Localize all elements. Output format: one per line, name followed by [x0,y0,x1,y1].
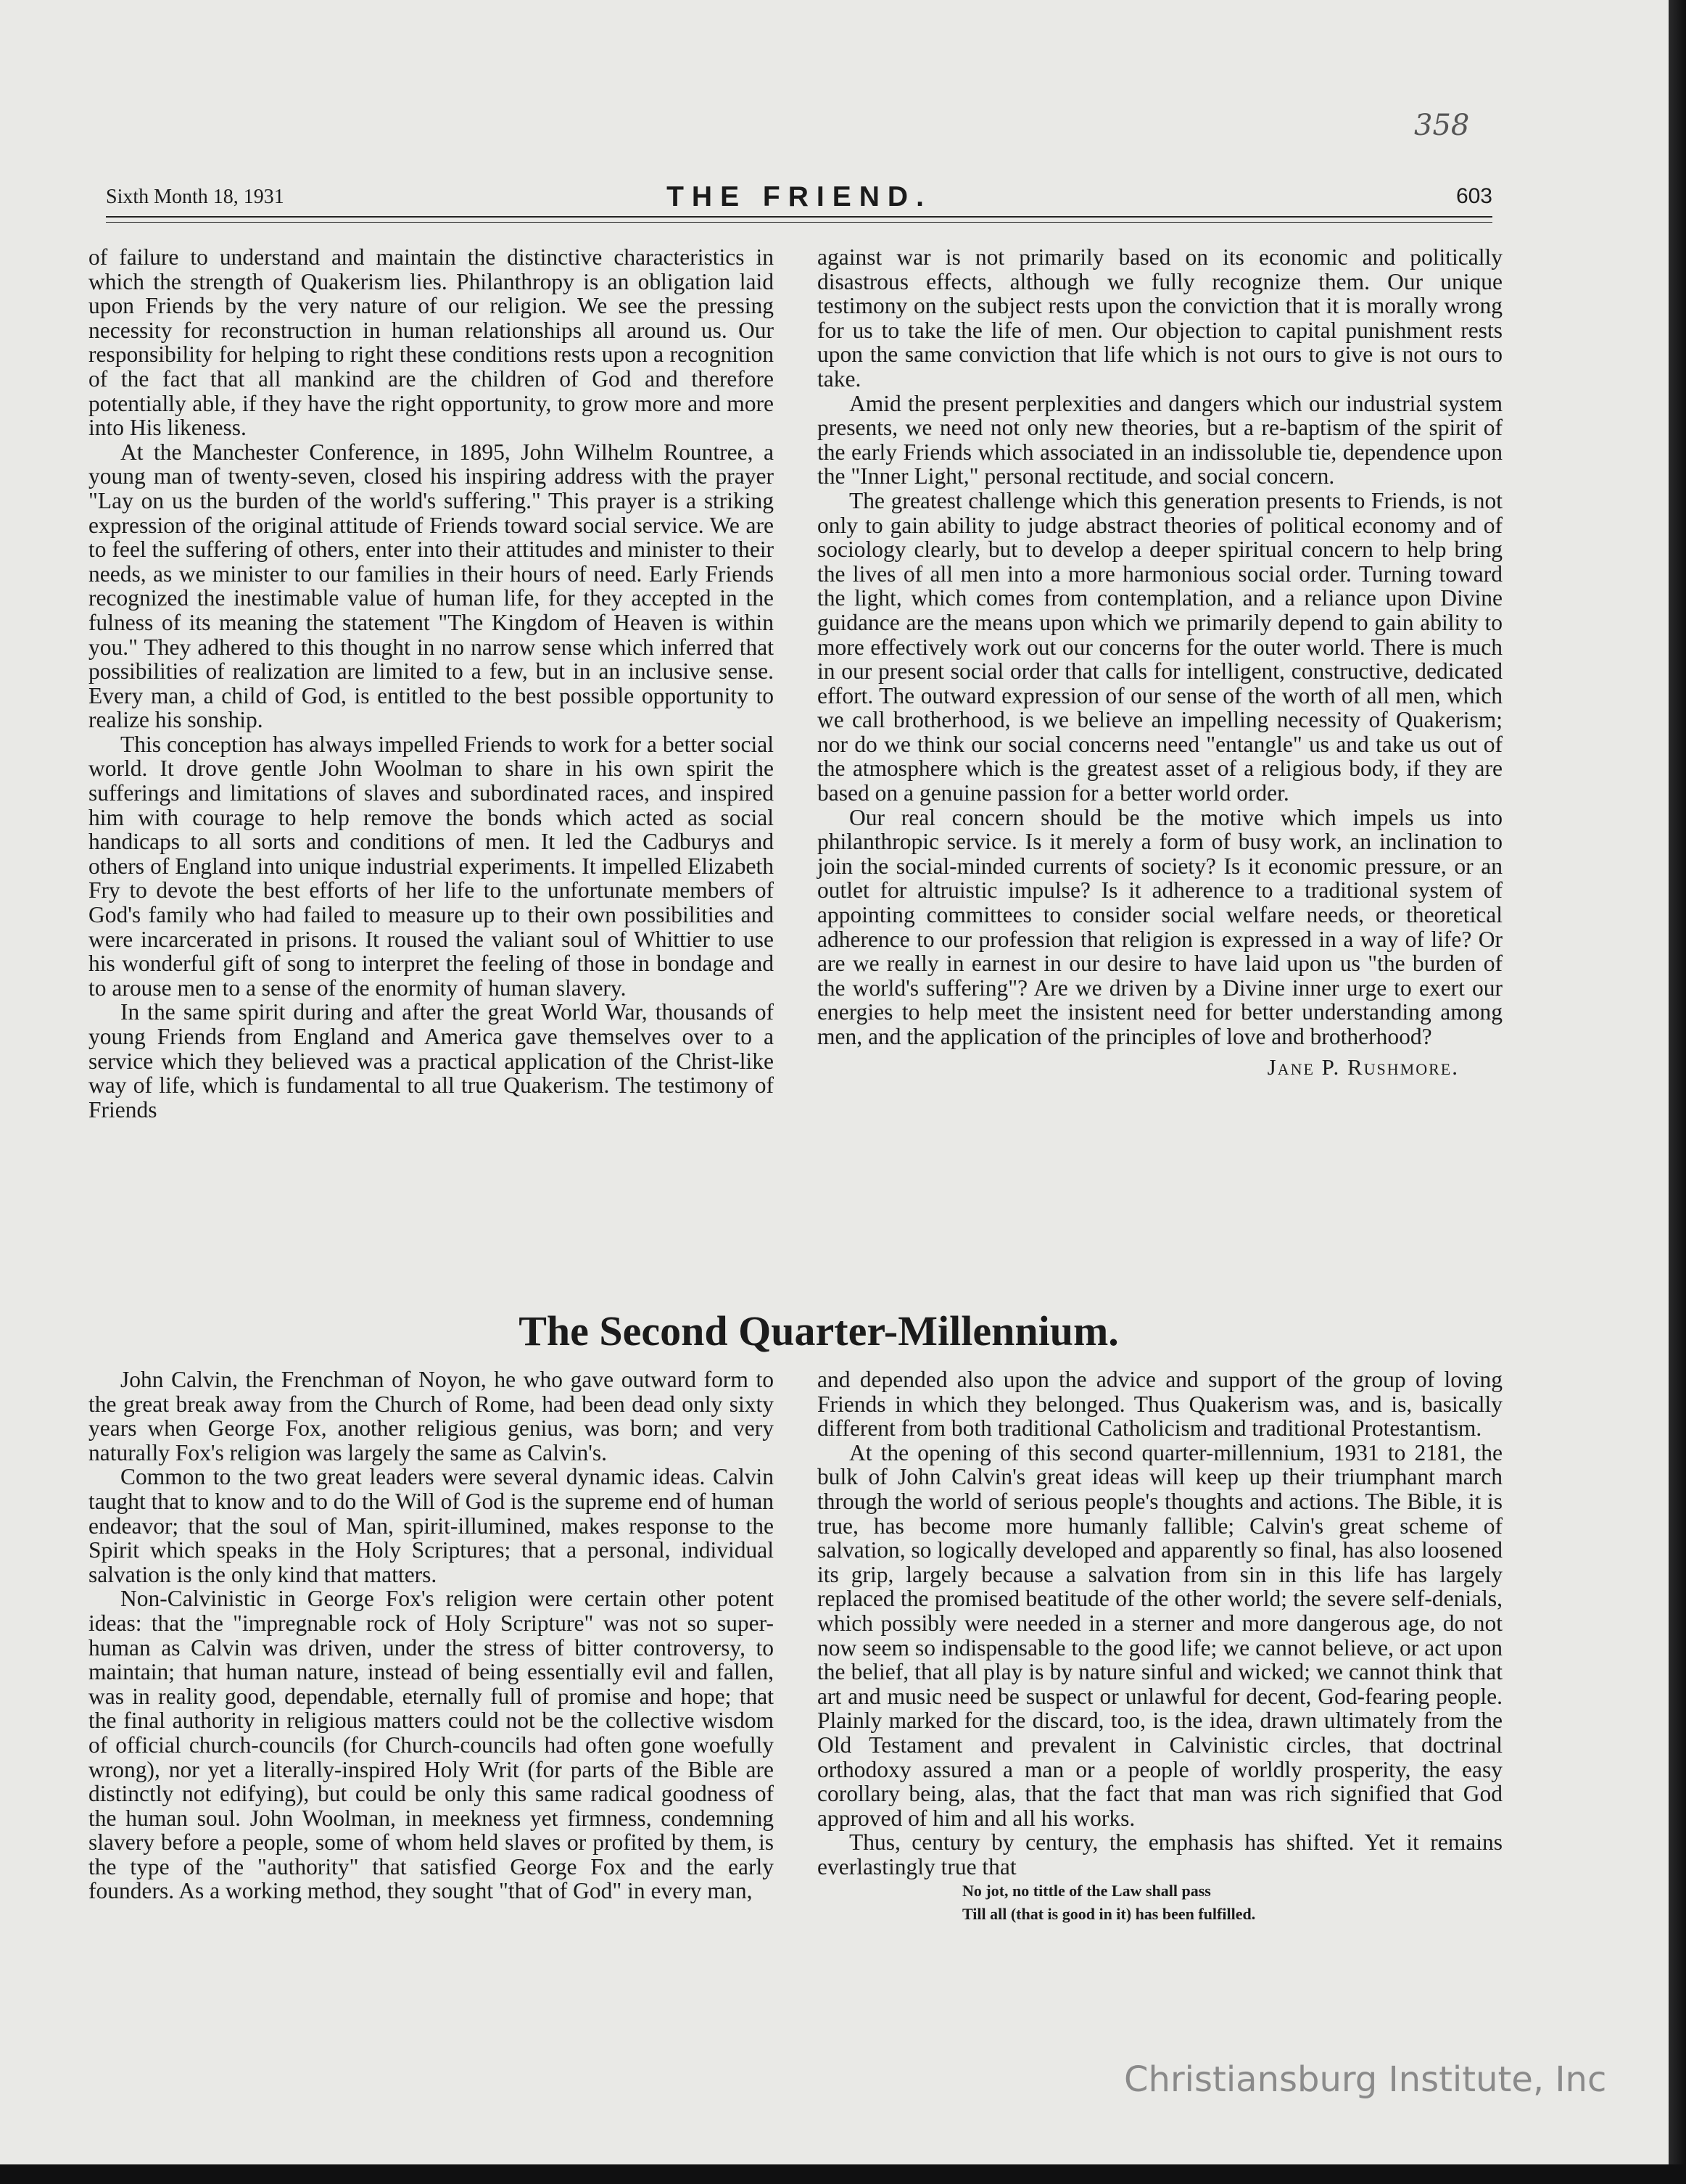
paragraph: against war is not primarily based on its economic and politically disastrous effects, although we fully recognize them. Our unique testimony on the subject rests upon the conviction that it is morally wrong for us to take the life of men. Our objection to capital punishment rests upon the same conviction that life which is not ours to give is not ours to take. [817,244,1503,392]
paragraph: At the Manchester Conference, in 1895, John Wilhelm Rountree, a young man of twenty-seven, closed his inspiring address with the prayer "Lay on us the burden of the world's suffering." This prayer is a striking expression of the original attitude of Friends toward social service. We are to feel the suffering of others, enter into their attitudes and minister to their needs, as we minister to our families in their hours of need. Early Friends recognized the inestimable value of human life, for they accepted in the fulness of its meaning the statement "The Kingdom of Heaven is within you." They adhered to this thought in no narrow sense which inferred that possibilities of realization are limited to a few, but in an inclusive sense. Every man, a child of God, is entitled to the best possible opportunity to realize his sonship. [88,439,774,733]
article2-column-right [817,1368,1503,1925]
article2-column-left [88,1368,774,1903]
scan-border [0,2164,1686,2184]
header-rule-thin [106,222,1492,223]
paragraph: In the same spirit during and after the great World War, thousands of young Friends from England and America gave themselves over to a service which they believed was a practical application of the Christ-like way of life, which is fundamental to all true Quakerism. The testimony of Friends [88,999,774,1122]
page-header [106,168,1492,215]
paragraph: Common to the two great leaders were several dynamic ideas. Calvin taught that to know and to do the Will of God is the supreme end of human endeavor; that the soul of Man, spirit-illumined, makes response to the Spirit which speaks in the Holy Scriptures; that a personal, individual salvation is the only kind that matters. [88,1464,774,1587]
article1-column-left [88,245,774,1122]
paragraph: Thus, century by century, the emphasis has shifted. Yet it remains everlastingly true that [817,1829,1503,1879]
page-number: 603 [1455,184,1492,208]
paragraph: and depended also upon the advice and support of the group of loving Friends in which they belonged. Thus Quakerism was, and is, basically different from both traditional Catholicism and traditional Protestantism. [817,1367,1503,1441]
paragraph: The greatest challenge which this generation presents to Friends, is not only to gain ability to judge abstract theories of political economy and of sociology clearly, but to develop a deeper spiritual concern to help bring the lives of all men into a more harmonious social order. Turning toward the light, which comes from contemplation, and a reliance upon Divine guidance are the means upon which we primarily depend to gain ability to more effectively work out our concerns for the outer world. There is much in our present social order that calls for intelligent, constructive, dedicated effort. The outward expression of our sense of the worth of all men, which we call brotherhood, is we believe an impelling necessity of Quakerism; nor do we think our social concerns need "entangle" us and take us out of the atmosphere which is the greatest asset of a religious body, if they are based on a genuine passion for a better world order. [817,487,1503,806]
paragraph: Amid the present perplexities and dangers which our industrial system presents, we need not only new theories, but a re-baptism of the spirit of the early Friends which associated in an indissoluble tie, dependence upon the "Inner Light," personal rectitude, and social concern. [817,390,1503,489]
article-title: The Second Quarter-Millennium. [518,1307,1119,1354]
paragraph: John Calvin, the Frenchman of Noyon, he who gave outward form to the great break away from the Church of Rome, had been dead only sixty years when George Fox, another religious genius, was born; and very naturally Fox's religion was largely the same as Calvin's. [88,1367,774,1465]
paragraph: of failure to understand and maintain the distinctive characteristics in which the strength of Quakerism lies. Philanthropy is an obligation laid upon Friends by the very nature of our religion. We see the pressing necessity for reconstruction in human relationships all around us. Our responsibility for helping to right these conditions rests upon a recognition of the fact that all mankind are the children of God and therefore potentially able, if they have the right opportunity, to grow more and more into His likeness. [88,244,774,441]
paragraph: This conception has always impelled Friends to work for a better social world. It drove gentle John Woolman to share in his own spirit the sufferings and limitations of slaves and subordinated races, and inspired him with courage to help remove the bonds which acted as social handicaps to all sorts and conditions of men. It led the Cadburys and others of England into unique industrial experiments. It impelled Elizabeth Fry to devote the best efforts of her life to the unfortunate members of God's family who had failed to measure up to their own possibilities and were incarcerated in prisons. It roused the valiant soul of Whittier to use his wonderful gift of song to interpret the feeling of those in bondage and to arouse men to a sense of the enormity of human slavery. [88,731,774,1001]
paragraph: Our real concern should be the motive which impels us into philanthropic service. Is it merely a form of busy work, an inclination to join the social-minded currents of society? Is it economic pressure, or an outlet for altruistic impulse? Is it adherence to a traditional system of appointing committees to consider social welfare needs, or theoretical adherence to our profession that religion is expressed in a way of life? Or are we really in earnest in our desire to have laid upon us "the burden of the world's suffering"? Are we driven by a Divine inner urge to exert our energies to help meet the insistent need for better understanding among men, and the application of the principles of love and brotherhood? [817,804,1503,1049]
verse-line: Till all (that is good in it) has been fulfilled. [962,1905,1256,1924]
verse-line: No jot, no tittle of the Law shall pass [962,1882,1211,1900]
article1-column-right [817,245,1503,1079]
header-rule [106,216,1492,218]
author-signature: Jane P. Rushmore. [1267,1054,1459,1080]
masthead-title: THE FRIEND. [666,181,932,212]
paragraph: Non-Calvinistic in George Fox's religion were certain other potent ideas: that the "impregnable rock of Holy Scripture" was not so super-human as Calvin was driven, under the stress of bitter controversy, to maintain; that human nature, instead of being essentially evil and fallen, was in reality good, dependable, eternally full of promise and hope; that the final authority in religious matters could not be the collective wisdom of official church-councils (for Church-councils had often gone woefully wrong), nor yet a literally-inspired Holy Writ (for parts of the Bible are distinctly not edifying), but could be only this same radical goodness of the human soul. John Woolman, in meekness yet firmness, condemning slavery before a people, some of whom held slaves or profited by them, is the type of the "authority" that satisfied George Fox and the early founders. As a working method, they sought "that of God" in every man, [88,1586,774,1904]
pencil-page-mark: 358 [1414,109,1470,142]
page-edge-shadow [1669,0,1686,2184]
issue-date: Sixth Month 18, 1931 [106,186,284,208]
paragraph: At the opening of this second quarter-millennium, 1931 to 2181, the bulk of John Calvin's great ideas will keep up their triumphant march through the world of serious people's thoughts and actions. The Bible, it is true, has become more humanly fallible; Calvin's great scheme of salvation, so logically developed and apparently so final, has also loosened its grip, largely because a salvation from sin in this life has largely replaced the promised beatitude of the other world; the severe self-denials, which possibly were needed in a sterner and more dangerous age, do not now seem so indispensable to the good life; we cannot believe, or act upon the belief, that all play is by nature sinful and wicked; we cannot think that art and music need be suspect or unlawful for decent, God-fearing people. Plainly marked for the discard, too, is the idea, drawn ultimately from the Old Testament and prevalent in Calvinistic circles, that doctrinal orthodoxy assured a man or a people of worldly prosperity, the easy corollary being, alas, that the fact that man was rich signified that God approved of him and all his works. [817,1439,1503,1831]
watermark: Christiansburg Institute, Inc [1124,2059,1607,2100]
